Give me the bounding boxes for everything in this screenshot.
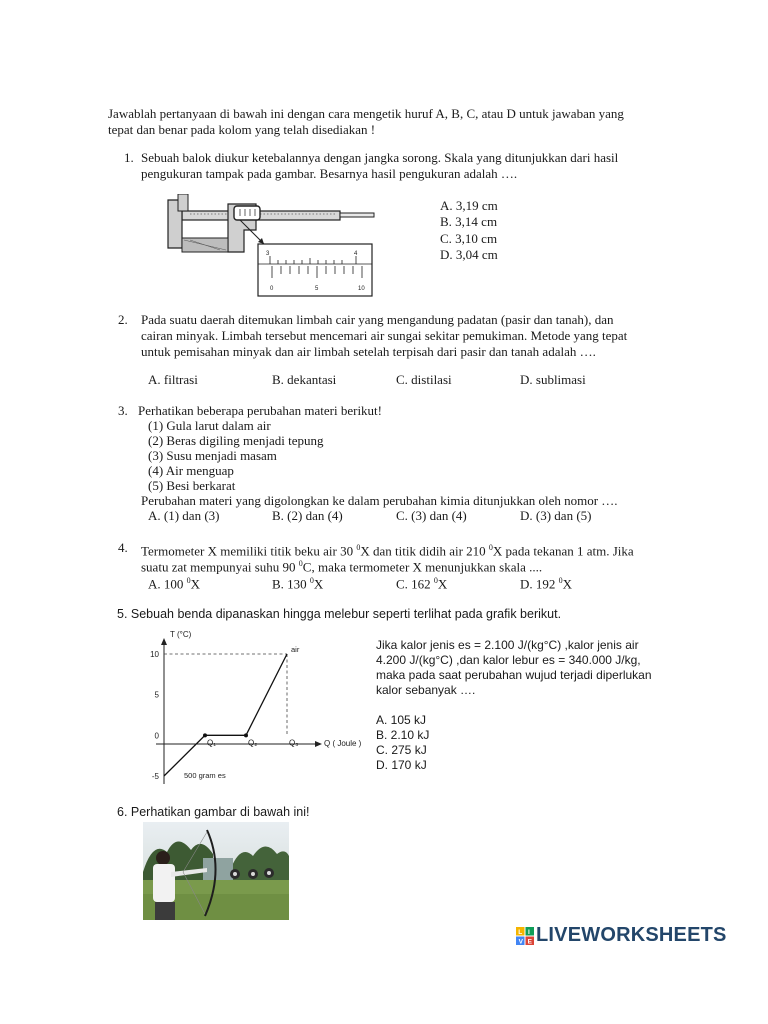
question-text: Perubahan materi yang digolongkan ke dalam perubahan kimia ditunjukkan oleh nomor …. [141, 493, 618, 508]
x-axis-arrow [315, 741, 322, 747]
scale-label-vernier-0: 0 [270, 286, 274, 292]
instructions-line: tepat dan benar pada kolom yang telah disediakan ! [108, 122, 376, 137]
option-b: B. 2.10 kJ [376, 728, 430, 742]
x-tick-label: Q₃ [289, 738, 299, 748]
end-label: air [291, 645, 300, 654]
option-b: B. (2) dan (4) [272, 508, 343, 523]
question-text: 4.200 J/(kg°C) ,dan kalor lebur es = 340.000 J/kg, [376, 653, 641, 667]
x-tick-label: Q₂ [248, 738, 258, 748]
question-text: cairan minyak. Limbah tersebut mencemari air sungai sekitar pemukiman. Metode yang tepat [141, 328, 628, 343]
option-d: D. sublimasi [520, 372, 586, 387]
scale-label-vernier-10: 10 [358, 286, 365, 292]
x-tick-label: Q₁ [207, 738, 216, 748]
option-c: C. 275 kJ [376, 743, 427, 757]
option-a: A. filtrasi [148, 372, 198, 387]
question-text: untuk pemisahan minyak dan air limbah setelah terpisah dari pasir dan tanah adalah …. [141, 344, 596, 359]
vernier-caliper-figure [160, 194, 378, 300]
y-tick-label: 0 [154, 731, 159, 741]
question-number: 1. [124, 150, 134, 165]
question-text: kalor sebanyak …. [376, 683, 476, 697]
archer-photo [143, 822, 289, 920]
y-axis-label: T (°C) [170, 630, 192, 639]
svg-text:I: I [528, 928, 530, 936]
question-number: 3. [118, 403, 128, 418]
heating-graph [140, 628, 370, 792]
svg-text:L: L [518, 928, 523, 936]
question-number: 2. [118, 312, 128, 327]
data-point [244, 733, 248, 737]
question-number: 4. [118, 540, 128, 555]
option-a: A. (1) dan (3) [148, 508, 220, 523]
option-c: C. 3,10 cm [440, 231, 498, 246]
list-item: (5) Besi berkarat [148, 478, 236, 493]
question-text: 6. Perhatikan gambar di bawah ini! [117, 805, 310, 819]
option-b: B. 3,14 cm [440, 214, 498, 229]
question-text: pengukuran tampak pada gambar. Besarnya hasil pengukuran adalah …. [141, 166, 518, 181]
scale-label-vernier-5: 5 [315, 286, 319, 292]
instructions-line: Jawablah pertanyaan di bawah ini dengan cara mengetik huruf A, B, C, atau D untuk jawaban yang [108, 106, 624, 121]
option-a: A. 3,19 cm [440, 198, 498, 213]
question-text: Perhatikan beberapa perubahan materi berikut! [138, 403, 382, 418]
series-line [164, 654, 287, 776]
option-b: B. dekantasi [272, 372, 337, 387]
question-text: Sebuah balok diukur ketebalannya dengan jangka sorong. Skala yang ditunjukkan dari hasil [141, 150, 619, 165]
y-tick-label: -5 [151, 772, 159, 781]
start-label: 500 gram es [184, 771, 226, 780]
option-a: A. 105 kJ [376, 713, 427, 727]
option-b: B. 130 $^0$X [272, 576, 324, 592]
svg-text:V: V [518, 938, 523, 945]
option-d: D. 170 kJ [376, 758, 427, 772]
list-item: (1) Gula larut dalam air [148, 418, 271, 433]
liveworksheets-badge-icon [516, 927, 534, 945]
option-d: D. 192 $^0$X [520, 576, 573, 592]
y-tick-label: 5 [154, 690, 159, 700]
question-text: suatu zat mempunyai suhu 90 $^0$C, maka termometer X menunjukkan skala .... [141, 559, 543, 575]
svg-text:E: E [527, 938, 532, 945]
option-d: D. 3,04 cm [440, 247, 498, 262]
option-d: D. (3) dan (5) [520, 508, 592, 523]
liveworksheets-logo [516, 924, 727, 947]
option-c: C. distilasi [396, 372, 452, 387]
list-item: (4) Air menguap [148, 463, 234, 478]
option-c: C. 162 $^0$X [396, 576, 448, 592]
option-c: C. (3) dan (4) [396, 508, 467, 523]
liveworksheets-wordmark: LIVEWORKSHEETS [536, 924, 727, 946]
y-axis-arrow [161, 638, 167, 645]
y-tick-label: 10 [150, 650, 159, 659]
data-point [203, 733, 207, 737]
question-text: Termometer X memiliki titik beku air 30 $^0$X dan titik didih air 210 $^0$X pada tekanan 1 atm. Jika [141, 543, 634, 559]
question-text: 5. Sebuah benda dipanaskan hingga melebur seperti terlihat pada grafik berikut. [117, 607, 562, 621]
option-a: A. 100 $^0$X [148, 576, 201, 592]
question-text: maka pada saat perubahan wujud terjadi diperlukan [376, 668, 652, 682]
question-text: Pada suatu daerah ditemukan limbah cair yang mengandung padatan (pasir dan tanah), dan [141, 312, 614, 327]
list-item: (2) Beras digiling menjadi tepung [148, 433, 324, 448]
list-item: (3) Susu menjadi masam [148, 448, 277, 463]
scale-label-main-3: 3 [266, 251, 270, 257]
scale-label-main-4: 4 [354, 251, 358, 257]
x-axis-label: Q ( Joule ) [324, 739, 362, 748]
question-text: Jika kalor jenis es = 2.100 J/(kg°C) ,kalor jenis air [376, 638, 639, 652]
